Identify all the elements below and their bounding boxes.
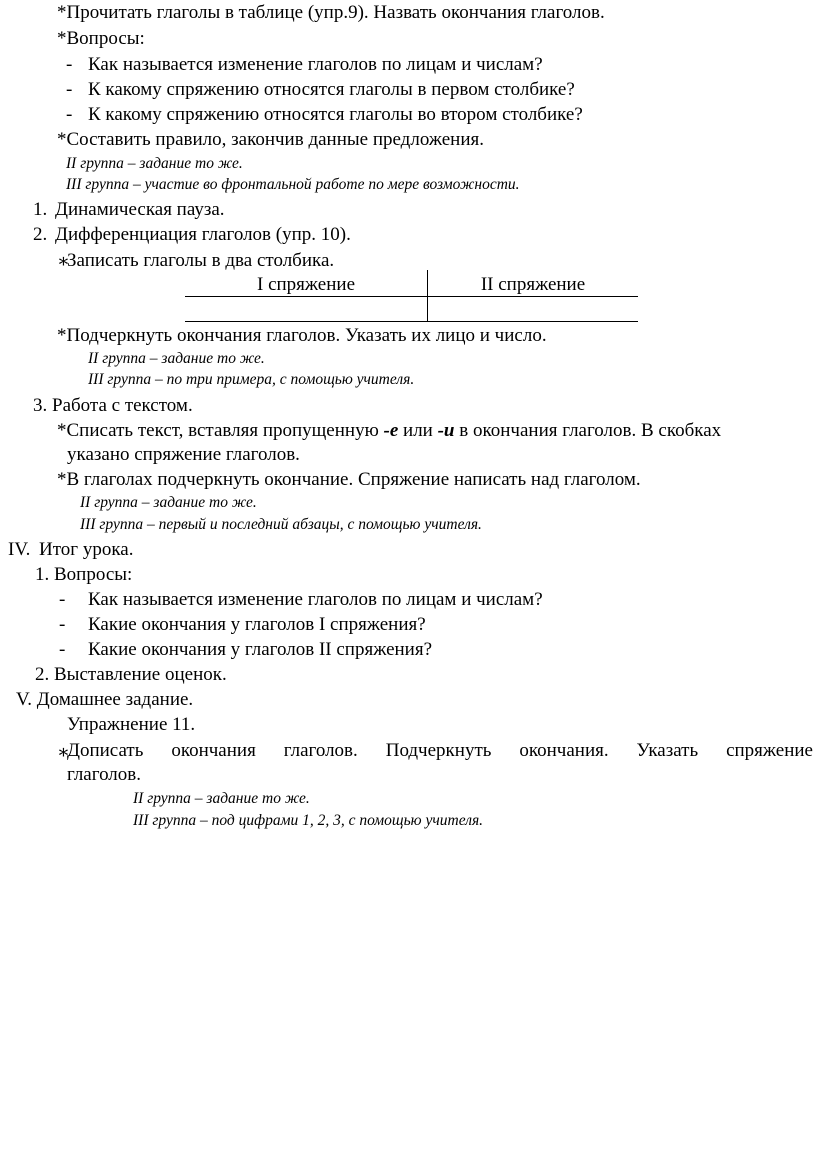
task-copy-text-line2: указано спряжение глаголов. <box>67 444 300 465</box>
dash-bullet: - <box>66 54 73 75</box>
task-mark-endings: *В глаголах подчеркнуть окончание. Спряжение написать над глаголом. <box>57 469 641 490</box>
homework-task-line2: глаголов. <box>67 764 142 785</box>
group-3-note: III группа – по три примера, с помощью учителя. <box>88 371 415 388</box>
question-item: Какие окончания у глаголов I спряжения? <box>88 614 426 635</box>
item-pause: Динамическая пауза. <box>55 199 225 220</box>
table-bottom-rule <box>185 321 638 322</box>
group-3-note: III группа – участие во фронтальной работе по мере возможности. <box>66 176 520 193</box>
letter-i: -и <box>437 420 455 441</box>
dash-bullet: - <box>59 614 66 635</box>
section-title: V. Домашнее задание. <box>16 689 194 710</box>
table-header-1: I спряжение <box>257 274 355 295</box>
homework-task: Дописать окончания глаголов. Подчеркнуть окончания. Указать спряжение <box>67 740 813 761</box>
group-2-note: II группа – задание то же. <box>133 790 310 807</box>
question-item: К какому спряжению относятся глаголы в первом столбике? <box>88 79 575 100</box>
task-copy-pre: *Списать текст, вставляя пропущенную <box>57 420 384 441</box>
questions-label: 1. Вопросы: <box>35 564 133 585</box>
question-item: Как называется изменение глаголов по лицам и числам? <box>88 589 543 610</box>
task-copy-post: в окончания глаголов. В скобках <box>454 420 722 441</box>
item-differentiation: Дифференциация глаголов (упр. 10). <box>55 224 351 245</box>
task-underline: *Подчеркнуть окончания глаголов. Указать их лицо и число. <box>57 325 547 346</box>
questions-label: *Вопросы: <box>57 28 145 49</box>
word-or: или <box>398 420 438 441</box>
group-2-note: II группа – задание то же. <box>66 155 243 172</box>
group-3-note: III группа – первый и последний абзацы, с помощью учителя. <box>80 516 482 533</box>
item-number: 2. <box>33 224 48 245</box>
question-item: Как называется изменение глаголов по лицам и числам? <box>88 54 543 75</box>
table-header-2: II спряжение <box>480 274 586 295</box>
item-number: 1. <box>33 199 48 220</box>
dash-bullet: - <box>59 639 66 660</box>
task-write-columns: Записать глаголы в два столбика. <box>67 250 335 271</box>
question-item: К какому спряжению относятся глаголы во втором столбике? <box>88 104 583 125</box>
section-title: Итог урока. <box>39 539 134 560</box>
grades-item: 2. Выставление оценок. <box>35 664 227 685</box>
dash-bullet: - <box>66 104 73 125</box>
asterisk-mark: ∗ <box>57 251 70 272</box>
task-read: *Прочитать глаголы в таблице (упр.9). Назвать окончания глаголов. <box>57 2 605 23</box>
item-text-work: 3. Работа с текстом. <box>33 395 193 416</box>
task-copy-text <box>57 419 721 443</box>
letter-e: -е <box>383 420 399 441</box>
asterisk-mark: ∗ <box>57 742 70 763</box>
group-3-note: III группа – под цифрами 1, 2, 3, с помощью учителя. <box>133 812 484 829</box>
dash-bullet: - <box>59 589 66 610</box>
question-item: Какие окончания у глаголов II спряжения? <box>88 639 433 660</box>
group-2-note: II группа – задание то же. <box>80 494 257 511</box>
exercise-number: Упражнение 11. <box>67 714 196 735</box>
group-2-note: II группа – задание то же. <box>88 350 265 367</box>
task-rule: *Составить правило, закончив данные предложения. <box>57 129 484 150</box>
table-header-rule <box>185 296 638 297</box>
section-number: IV. <box>8 539 31 560</box>
dash-bullet: - <box>66 79 73 100</box>
